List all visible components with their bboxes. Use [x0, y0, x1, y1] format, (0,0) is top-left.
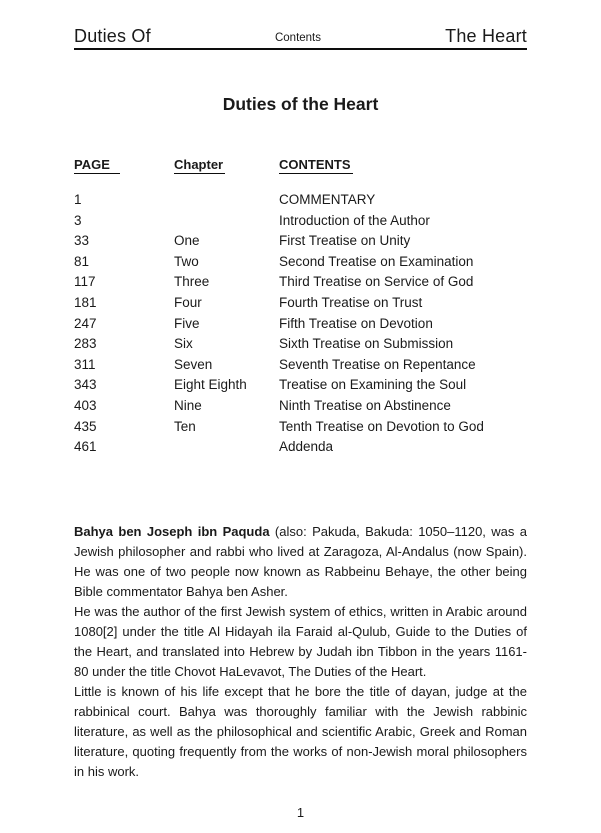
- toc-page: 461: [74, 439, 97, 455]
- toc-column-chapter: Chapter: [174, 157, 224, 172]
- toc-contents: Treatise on Examining the Soul: [279, 377, 467, 393]
- toc-page: 81: [74, 253, 90, 269]
- toc-contents: COMMENTARY: [279, 192, 376, 207]
- running-header-center: Contents: [274, 32, 321, 44]
- toc-chapter: [174, 190, 279, 211]
- toc-row: [74, 417, 527, 438]
- toc-row: [74, 355, 527, 376]
- page-content: [74, 0, 527, 782]
- author-name: Bahya ben Joseph ibn Paquda: [74, 523, 270, 539]
- toc-row: [74, 272, 527, 293]
- toc-page: 181: [74, 294, 97, 310]
- toc-page: 283: [74, 336, 97, 352]
- toc-row: [74, 314, 527, 335]
- toc-page: 3: [74, 212, 82, 228]
- toc-row: [74, 190, 527, 211]
- toc-contents: Fifth Treatise on Devotion: [279, 315, 433, 331]
- toc-chapter: Two: [174, 253, 199, 269]
- toc-chapter: [174, 211, 279, 232]
- toc-chapter: Six: [174, 336, 193, 352]
- page-number: 1: [296, 805, 305, 820]
- toc-contents: Third Treatise on Service of God: [279, 274, 474, 290]
- toc-chapter: Nine: [174, 397, 202, 413]
- toc-contents: Sixth Treatise on Submission: [279, 336, 454, 352]
- toc-chapter: Three: [174, 274, 210, 290]
- toc-chapter: [174, 437, 279, 458]
- bio-paragraph-2: He was the author of the first Jewish system of ethics, written in Arabic around 1080[2] under the title Al Hidayah ila Faraid al-Qulub, Guide to the Duties of the Heart, and translated into Hebrew by Judah ibn Tibbon in the years 1161-80 under the title Chovot HaLevavot, The Duties of the Heart.: [74, 603, 527, 679]
- toc-page: 117: [74, 274, 96, 290]
- toc-row: [74, 396, 527, 417]
- toc-row: [74, 375, 527, 396]
- toc-row: [74, 334, 527, 355]
- toc-row: [74, 231, 527, 252]
- running-header: [74, 0, 527, 50]
- toc-contents: Seventh Treatise on Repentance: [279, 356, 476, 372]
- toc-page: 247: [74, 315, 97, 331]
- toc-chapter: Seven: [174, 356, 213, 372]
- toc-chapter: Four: [174, 294, 202, 310]
- toc-page: 435: [74, 418, 97, 434]
- toc-column-contents: CONTENTS: [279, 157, 351, 172]
- toc-contents: Introduction of the Author: [279, 212, 430, 228]
- bio-paragraph-3: Little is known of his life except that he bore the title of dayan, judge at the rabbinical court. Bahya was thoroughly familiar with the Jewish rabbinic literature, as well as the philosophical and scientific Arabic, Greek and Roman literature, quoting frequently from the works of non-Jewish moral philosophers in his work.: [74, 683, 527, 779]
- toc-page: 311: [74, 356, 96, 372]
- toc-contents: Tenth Treatise on Devotion to God: [279, 418, 484, 434]
- bio-paragraph-1: [74, 522, 527, 602]
- toc-chapter: Eight Eighth: [174, 377, 247, 393]
- toc-page: 1: [74, 192, 82, 207]
- author-bio: [74, 522, 527, 782]
- running-header-right: The Heart: [445, 26, 527, 46]
- toc-contents: Addenda: [279, 439, 334, 455]
- toc-page: 343: [74, 377, 97, 393]
- toc-page: 403: [74, 397, 97, 413]
- toc-chapter: Ten: [174, 418, 196, 434]
- toc-chapter: Five: [174, 315, 200, 331]
- toc-row: [74, 293, 527, 314]
- toc-row: [74, 252, 527, 273]
- toc-contents: First Treatise on Unity: [279, 233, 411, 249]
- toc-chapter: One: [174, 233, 200, 249]
- running-header-left: Duties Of: [74, 26, 151, 46]
- toc-header-row: [74, 155, 527, 175]
- table-of-contents: [74, 155, 527, 458]
- toc-body: [74, 190, 527, 458]
- bio-paragraph-1-text: (also: Pakuda, Bakuda: 1050–1120, was a Jewish philosopher and rabbi who lived at Zaragoza, Al-Andalus (now Spain). He was one of two people now known as Rabbeinu Behaye, the other being Bible commentator Bahya ben Asher.: [74, 523, 527, 599]
- toc-column-page: PAGE: [74, 156, 120, 174]
- toc-contents: Ninth Treatise on Abstinence: [279, 397, 451, 413]
- toc-page: 33: [74, 233, 90, 249]
- page-title: Duties of the Heart: [222, 94, 379, 114]
- toc-contents: Second Treatise on Examination: [279, 253, 474, 269]
- toc-row: [74, 211, 527, 232]
- toc-contents: Fourth Treatise on Trust: [279, 294, 423, 310]
- toc-row: [74, 437, 527, 458]
